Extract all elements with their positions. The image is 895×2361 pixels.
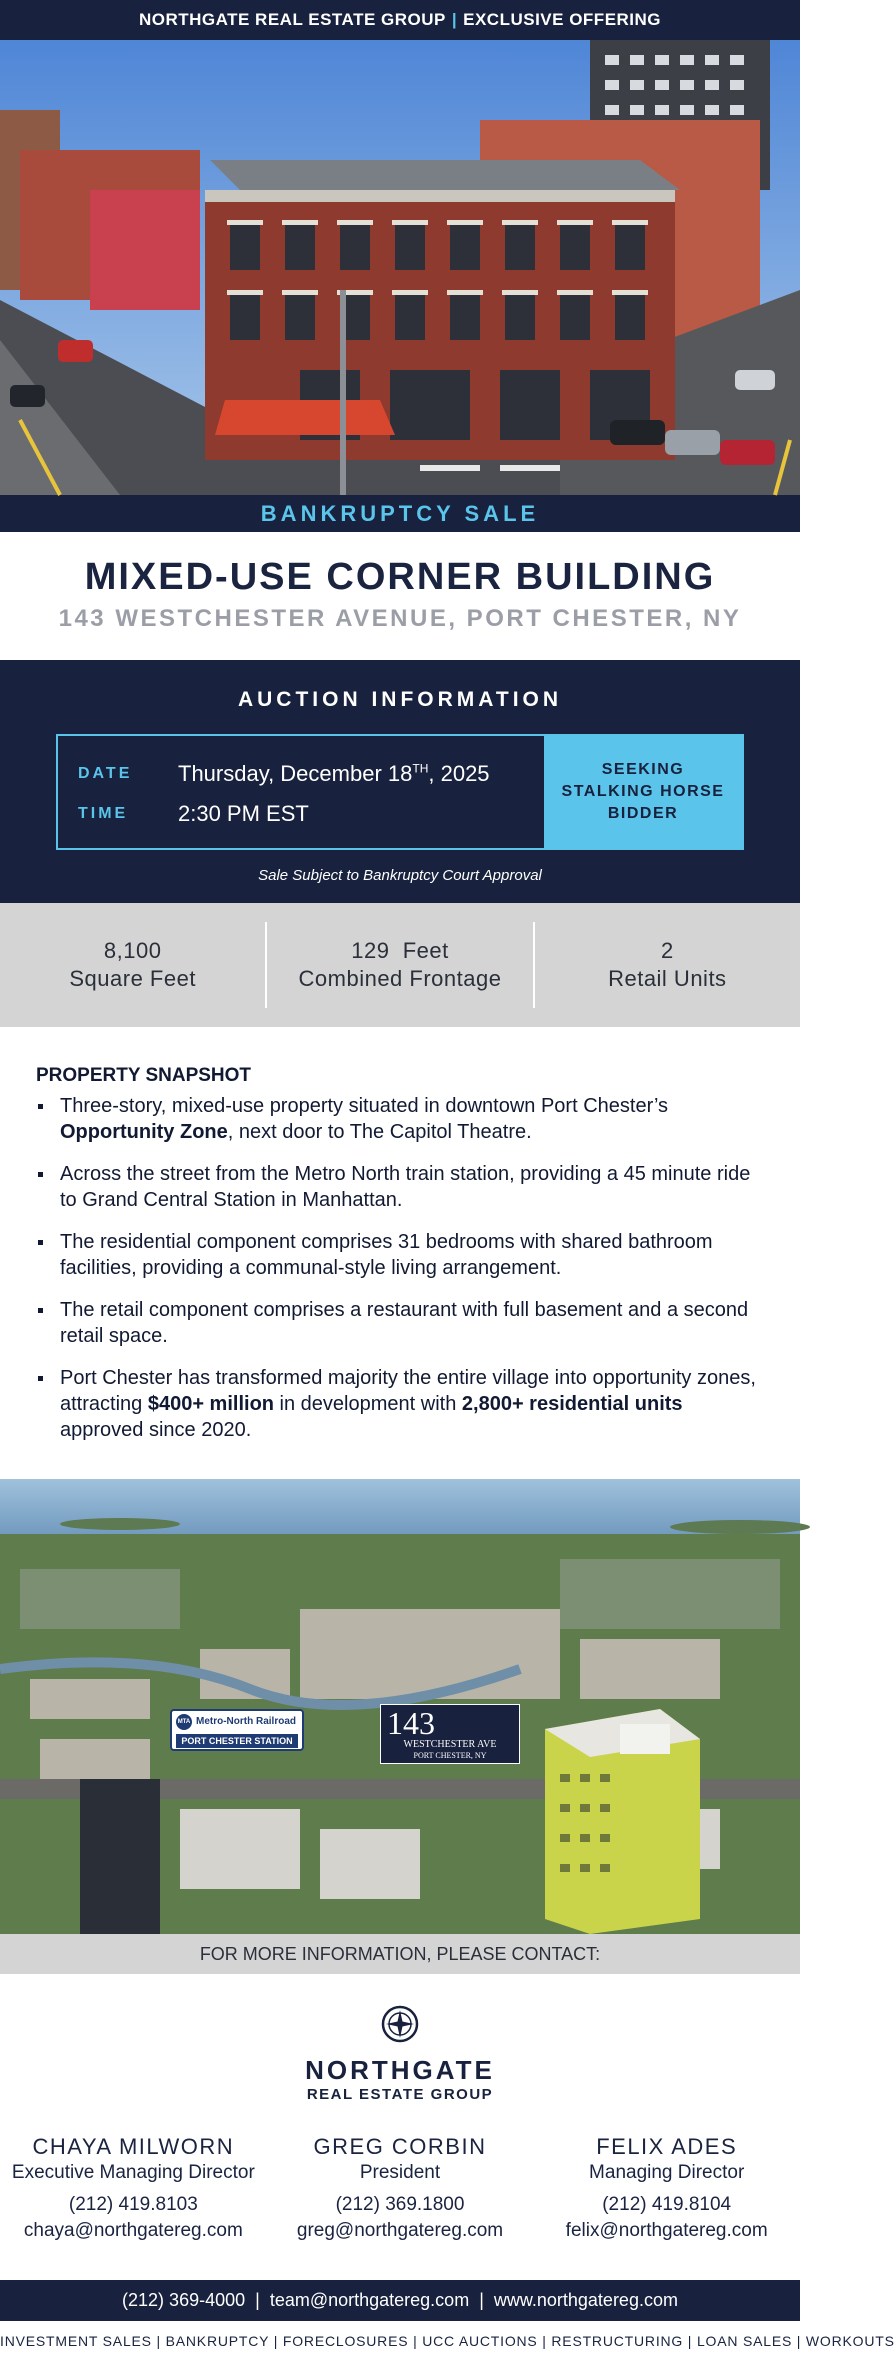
member-name: CHAYA MILWORN [32, 2134, 235, 2159]
property-title: MIXED-USE CORNER BUILDING [84, 556, 716, 598]
title-block [0, 532, 800, 660]
time-value: 2:30 PM EST [178, 801, 309, 826]
callout-line-3: BIDDER [607, 805, 679, 822]
stat-square-feet [0, 937, 265, 993]
auction-heading: AUCTION INFORMATION [237, 688, 563, 711]
station-railroad: Metro-North Railroad [196, 1716, 296, 1727]
bankruptcy-sale-banner: BANKRUPTCY SALE [0, 495, 800, 532]
stat-retail-units [535, 937, 800, 993]
station-label [170, 1709, 304, 1751]
snapshot-list [36, 1093, 764, 1443]
bullet-emphasis: Opportunity Zone [60, 1121, 228, 1143]
team-member [0, 2134, 267, 2280]
member-title: President [359, 2162, 441, 2183]
date-ordinal: TH [412, 761, 429, 776]
logo-subtitle: REAL ESTATE GROUP [306, 2086, 494, 2103]
footer-email-link[interactable]: team@northgatereg.com [269, 2290, 470, 2310]
time-label: TIME [78, 805, 129, 822]
member-name: GREG CORBIN [313, 2134, 487, 2159]
bullet-text: , next door to The Capitol Theatre. [227, 1121, 532, 1143]
auction-time-row [78, 794, 544, 834]
bullet-emphasis: $400+ million [147, 1393, 274, 1415]
team-member [267, 2134, 534, 2280]
hero-photo [0, 40, 800, 495]
member-phone-link[interactable]: (212) 419.8104 [602, 2194, 732, 2215]
stat-label: Square Feet [69, 966, 196, 991]
snapshot-bullet: The residential component comprises 31 bedrooms with shared bathroom facilities, providing a communal-style living arrangement. [36, 1229, 764, 1281]
company-name: NORTHGATE REAL ESTATE GROUP [138, 10, 446, 29]
footer-separator: | [479, 2290, 484, 2310]
site-label [380, 1704, 520, 1764]
offering-label: EXCLUSIVE OFFERING [463, 10, 662, 29]
bullet-text: approved since 2020. [60, 1419, 252, 1441]
compass-icon [380, 2004, 420, 2044]
stat-label: Combined Frontage [298, 966, 502, 991]
header-separator: | [451, 10, 458, 29]
snapshot-heading: PROPERTY SNAPSHOT [36, 1065, 252, 1086]
snapshot-bullet [36, 1093, 764, 1145]
northgate-logo [0, 1974, 800, 2134]
stat-value: 2 [660, 938, 674, 963]
stat-value: 8,100 [103, 938, 162, 963]
date-label: DATE [78, 765, 133, 782]
snapshot-bullet: The retail component comprises a restaurant with full basement and a second retail space. [36, 1297, 764, 1349]
contact-team [0, 2134, 800, 2280]
station-name: PORT CHESTER STATION [176, 1734, 298, 1748]
bullet-text: Three-story, mixed-use property situated in downtown Port Chester’s [60, 1095, 669, 1117]
stat-value: 129 Feet [351, 938, 449, 963]
date-value-year: , 2025 [428, 761, 490, 786]
auction-box [56, 734, 744, 850]
snapshot-bullet [36, 1365, 764, 1443]
footer-website-link[interactable]: www.northgatereg.com [493, 2290, 678, 2310]
building-photo-illustration [0, 40, 800, 495]
member-phone-link[interactable]: (212) 369.1800 [335, 2194, 465, 2215]
date-value-prefix: Thursday, December 18 [178, 761, 413, 786]
bullet-emphasis: 2,800+ residential units [461, 1393, 683, 1415]
callout-line-1: SEEKING [601, 761, 685, 778]
bullet-text: in development with [274, 1393, 462, 1415]
member-name: FELIX ADES [596, 2134, 738, 2159]
court-approval-note: Sale Subject to Bankruptcy Court Approval [258, 867, 542, 884]
station-label-top [176, 1714, 298, 1730]
team-member [533, 2134, 800, 2280]
callout-line-2: STALKING HORSE [561, 783, 725, 800]
footer-contact-bar [0, 2280, 800, 2321]
stat-frontage [267, 937, 532, 993]
property-stats [0, 903, 800, 1027]
services-list: INVESTMENT SALES | BANKRUPTCY | FORECLOSURES | UCC AUCTIONS | RESTRUCTURING | LOAN SALES | WORKOUTS [0, 2333, 895, 2349]
auction-details [58, 736, 544, 848]
member-title: Managing Director [589, 2162, 745, 2183]
property-snapshot [0, 1027, 800, 1479]
logo-name: NORTHGATE [305, 2055, 495, 2085]
aerial-photo [0, 1479, 800, 1934]
property-address: 143 WESTCHESTER AVENUE, PORT CHESTER, NY [58, 605, 742, 632]
member-email-link[interactable]: greg@northgatereg.com [296, 2220, 504, 2241]
member-email-link[interactable]: felix@northgatereg.com [565, 2220, 768, 2241]
snapshot-bullet: Across the street from the Metro North train station, providing a 45 minute ride to Grand Central Station in Manhattan. [36, 1161, 764, 1213]
member-phone-link[interactable]: (212) 419.8103 [68, 2194, 198, 2215]
header-bar [0, 0, 800, 40]
contact-bar: FOR MORE INFORMATION, PLEASE CONTACT: [0, 1934, 800, 1974]
member-email-link[interactable]: chaya@northgatereg.com [23, 2220, 243, 2241]
site-street: WESTCHESTER AVE [403, 1739, 497, 1750]
member-title: Executive Managing Director [11, 2162, 255, 2183]
auction-section [0, 660, 800, 903]
stat-label: Retail Units [608, 966, 727, 991]
site-number: 143 [387, 1705, 435, 1741]
site-town: PORT CHESTER, NY [413, 1751, 487, 1760]
date-value [178, 761, 490, 787]
auction-date-row [78, 754, 544, 794]
bullet-text: Port Chester has transformed majority the entire village into opportunity zones, attracting [60, 1367, 756, 1415]
mta-logo-icon: MTA [176, 1714, 192, 1730]
footer-separator: | [255, 2290, 260, 2310]
stalking-horse-callout [544, 736, 742, 848]
footer-phone-link[interactable]: (212) 369-4000 [122, 2290, 246, 2310]
